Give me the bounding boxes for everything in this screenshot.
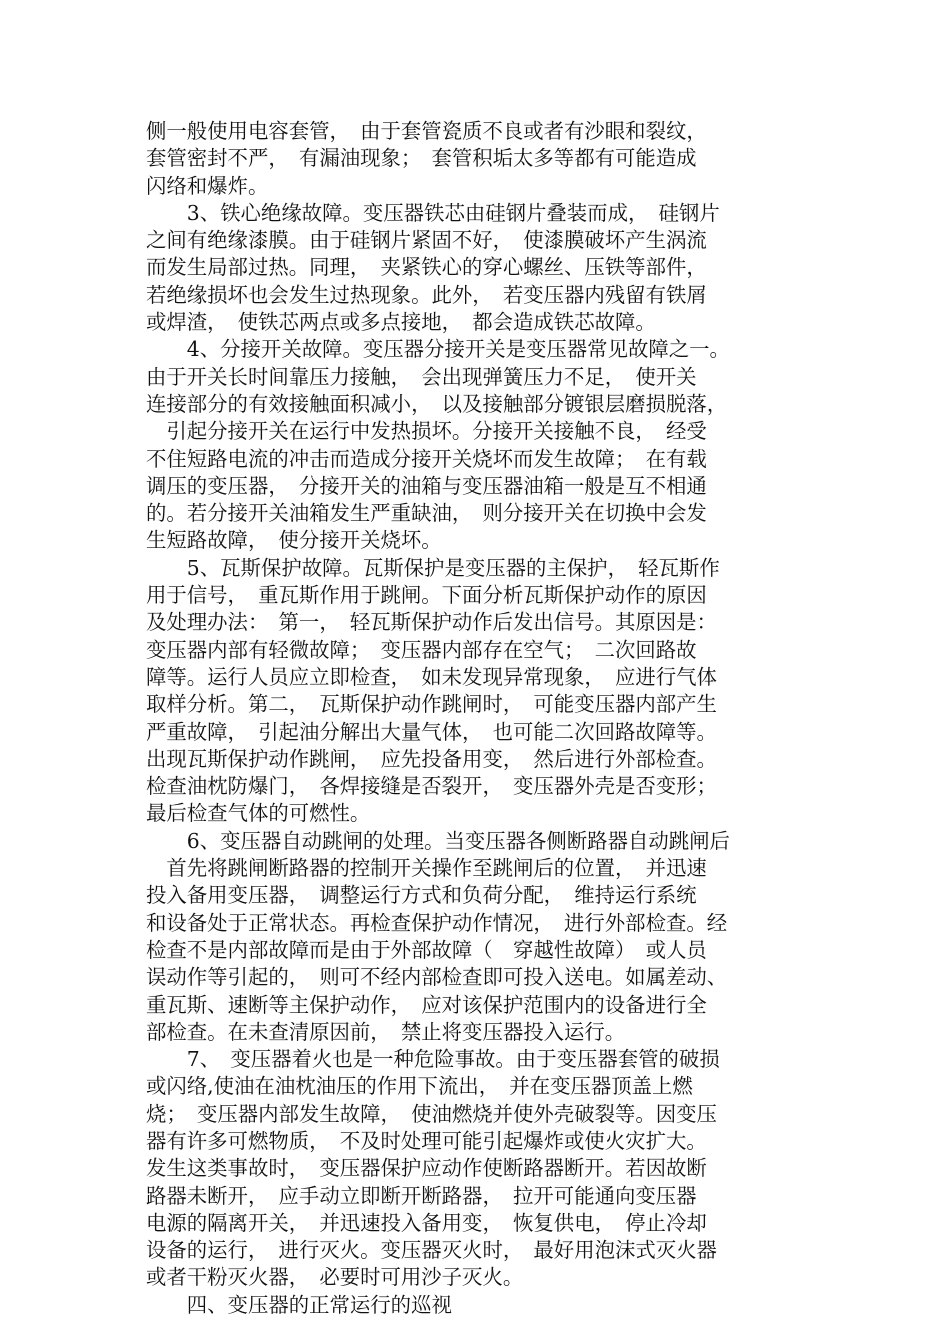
text-line: 7、 变压器着火也是一种危险事故。由于变压器套管的破损	[146, 1047, 720, 1072]
text-line: 的。若分接开关油箱发生严重缺油， 则分接开关在切换中会发	[146, 501, 707, 526]
text-line: 检查油枕防爆门， 各焊接缝是否裂开， 变压器外壳是否变形；	[146, 774, 717, 799]
section-heading: 四、变压器的正常运行的巡视	[146, 1292, 452, 1317]
text-line: 由于开关长时间靠压力接触， 会出现弹簧压力不足， 使开关	[146, 364, 697, 389]
text-line: 设备的运行， 进行灭火。变压器灭火时， 最好用泡沫式灭火器	[146, 1238, 717, 1263]
text-line: 之间有绝缘漆膜。由于硅钢片紧固不好， 使漆膜破坏产生涡流	[146, 228, 707, 253]
text-line: 电源的隔离开关， 并迅速投入备用变， 恢复供电， 停止冷却	[146, 1210, 707, 1235]
text-line: 和设备处于正常状态。再检查保护动作情况， 进行外部检查。经	[146, 910, 728, 935]
text-line: 调压的变压器， 分接开关的油箱与变压器油箱一般是互不相通	[146, 473, 707, 498]
text-line: 及处理办法： 第一， 轻瓦斯保护动作后发出信号。其原因是：	[146, 610, 717, 635]
text-line: 或闪络,使油在油枕油压的作用下流出， 并在变压器顶盖上燃	[146, 1074, 693, 1099]
text-line: 生短路故障， 使分接开关烧坏。	[146, 528, 442, 553]
text-line: 重瓦斯、速断等主保护动作， 应对该保护范围内的设备进行全	[146, 992, 707, 1017]
text-line: 误动作等引起的， 则可不经内部检查即可投入送电。如属差动、	[146, 965, 728, 990]
text-line: 最后检查气体的可燃性。	[146, 801, 371, 826]
text-line: 路器未断开， 应手动立即断开断路器， 拉开可能通向变压器	[146, 1183, 697, 1208]
text-line: 6、变压器自动跳闸的处理。当变压器各侧断路器自动跳闸后	[146, 828, 730, 853]
text-line: 闪络和爆炸。	[146, 173, 269, 198]
text-line: 烧； 变压器内部发生故障， 使油燃烧并使外壳破裂等。因变压	[146, 1101, 717, 1126]
text-line: 器有许多可燃物质， 不及时处理可能引起爆炸或使火灾扩大。	[146, 1128, 707, 1153]
text-line: 而发生局部过热。同理， 夹紧铁心的穿心螺丝、压铁等部件，	[146, 255, 707, 280]
text-line: 首先将跳闸断路器的控制开关操作至跳闸后的位置， 并迅速	[146, 856, 707, 881]
text-line: 检查不是内部故障而是由于外部故障（ 穿越性故障） 或人员	[146, 937, 707, 962]
text-line: 部检查。在未查清原因前， 禁止将变压器投入运行。	[146, 1019, 626, 1044]
text-line: 套管密封不严， 有漏油现象； 套管积垢太多等都有可能造成	[146, 146, 697, 171]
text-line: 出现瓦斯保护动作跳闸， 应先投备用变， 然后进行外部检查。	[146, 746, 717, 771]
text-line: 连接部分的有效接触面积减小， 以及接触部分镀银层磨损脱落，	[146, 391, 728, 416]
text-line: 或者干粉灭火器， 必要时可用沙子灭火。	[146, 1265, 524, 1290]
text-line: 障等。运行人员应立即检查， 如未发现异常现象， 应进行气体	[146, 664, 717, 689]
text-line: 引起分接开关在运行中发热损坏。分接开关接触不良， 经受	[146, 419, 707, 444]
text-line: 发生这类事故时， 变压器保护应动作使断路器断开。若因故断	[146, 1156, 707, 1181]
text-line: 4、分接开关故障。变压器分接开关是变压器常见故障之一。	[146, 337, 730, 362]
text-line: 侧一般使用电容套管， 由于套管瓷质不良或者有沙眼和裂纹，	[146, 119, 707, 143]
text-line: 若绝缘损坏也会发生过热现象。此外， 若变压器内残留有铁屑	[146, 282, 707, 307]
text-line: 不住短路电流的冲击而造成分接开关烧坏而发生故障； 在有载	[146, 446, 707, 471]
document-page	[146, 118, 812, 1319]
text-line: 或焊渣， 使铁芯两点或多点接地， 都会造成铁芯故障。	[146, 310, 656, 335]
text-line: 5、瓦斯保护故障。瓦斯保护是变压器的主保护， 轻瓦斯作	[146, 555, 720, 580]
text-line: 3、铁心绝缘故障。变压器铁芯由硅钢片叠装而成， 硅钢片	[146, 200, 720, 225]
text-line: 投入备用变压器， 调整运行方式和负荷分配， 维持运行系统	[146, 883, 697, 908]
text-line: 严重故障， 引起油分解出大量气体， 也可能二次回路故障等。	[146, 719, 717, 744]
text-line: 取样分析。第二， 瓦斯保护动作跳闸时， 可能变压器内部产生	[146, 692, 717, 717]
text-line: 变压器内部有轻微故障； 变压器内部存在空气； 二次回路故	[146, 637, 697, 662]
text-line: 用于信号， 重瓦斯作用于跳闸。下面分析瓦斯保护动作的原因	[146, 583, 707, 608]
